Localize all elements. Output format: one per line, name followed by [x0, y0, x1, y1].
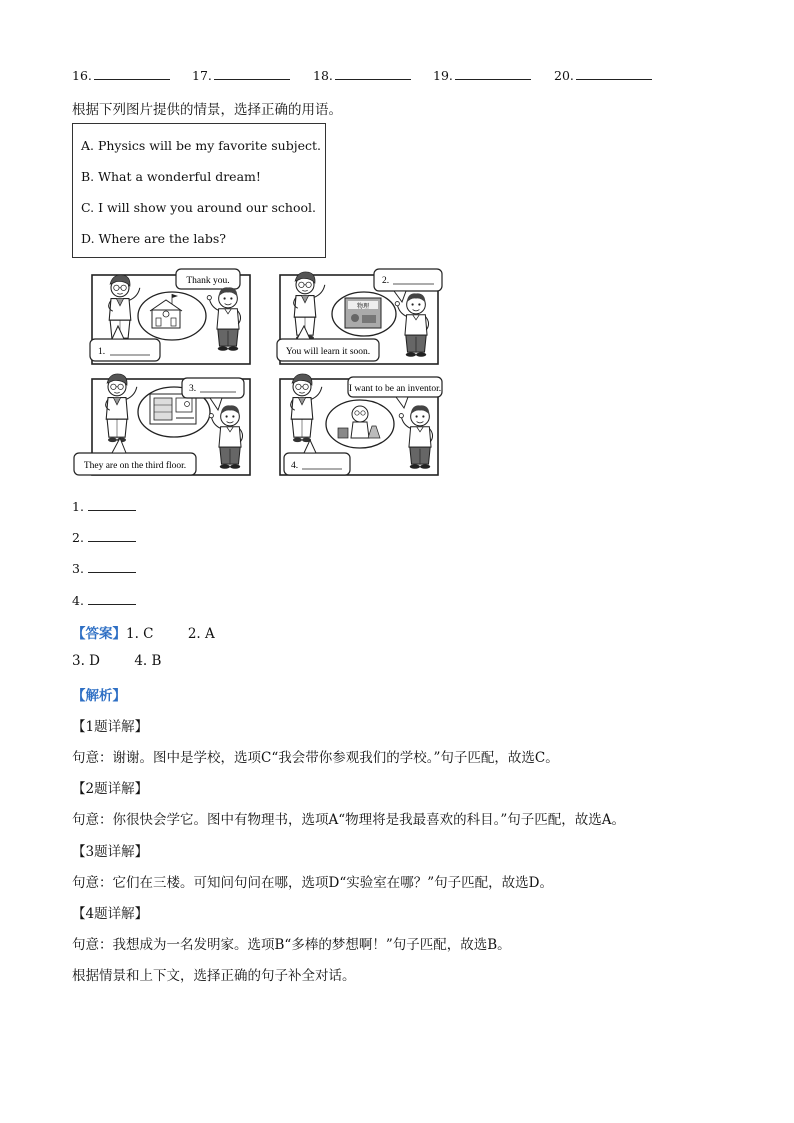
option-b: B. What a wonderful dream! [81, 169, 261, 184]
panel-2-bottom-bubble: You will learn it soon. [285, 347, 371, 357]
answer-blank-4[interactable]: 4. [72, 592, 136, 608]
answer-label: 【答案】 [72, 626, 126, 642]
blank-16[interactable]: 16. [72, 66, 170, 83]
panel-3-bottom-bubble: They are on the third floor. [83, 461, 187, 471]
panel-2-top-bubble: 2. [382, 276, 390, 286]
blank-17[interactable]: 17. [192, 66, 290, 83]
option-a: A. Physics will be my favorite subject. [81, 138, 321, 153]
option-c: C. I will show you around our school. [81, 200, 316, 215]
panel-1-bottom-bubble: 1. [98, 347, 106, 357]
detail-3-label: 【3题详解】 [72, 844, 149, 860]
panel-2 [277, 269, 442, 364]
final-instruction: 根据情景和上下文，选择正确的句子补全对话。 [72, 968, 356, 984]
analysis-label: 【解析】 [72, 688, 126, 704]
detail-1-label: 【1题详解】 [72, 719, 149, 735]
blank-18[interactable]: 18. [313, 66, 411, 83]
detail-2-text: 句意：你很快会学它。图中有物理书，选项A“物理将是我最喜欢的科目。”句子匹配，故选A。 [72, 812, 626, 828]
answer-blank-1[interactable]: 1. [72, 498, 136, 514]
answer-line-2: 3. D 4. B [72, 653, 162, 669]
physics-book-icon [345, 298, 381, 328]
detail-4-label: 【4题详解】 [72, 906, 149, 922]
instruction: 根据下列图片提供的情景，选择正确的用语。 [72, 102, 342, 118]
answer-line-1: 【答案】1. C 2. A [72, 626, 215, 642]
options-box [72, 123, 326, 258]
svg-text:物理: 物理 [356, 303, 370, 310]
detail-3-text: 句意：它们在三楼。可知问句问在哪，选项D“实验室在哪？”句子匹配，故选D。 [72, 875, 553, 891]
answer-blank-3[interactable]: 3. [72, 560, 136, 576]
panel-1-top-bubble: Thank you. [186, 276, 230, 286]
blank-19[interactable]: 19. [433, 66, 531, 83]
panel-3 [74, 374, 250, 475]
detail-1-text: 句意：谢谢。图中是学校，选项C“我会带你参观我们的学校。”句子匹配，故选C。 [72, 750, 559, 766]
panel-4 [280, 374, 442, 475]
answer-blank-2[interactable]: 2. [72, 529, 136, 545]
option-d: D. Where are the labs? [81, 231, 226, 246]
detail-4-text: 句意：我想成为一名发明家。选项B“多棒的梦想啊！”句子匹配，故选B。 [72, 937, 511, 953]
answer-blanks-16-20 [72, 66, 672, 86]
panel-4-bottom-bubble: 4. [291, 461, 299, 471]
blank-20[interactable]: 20. [554, 66, 652, 83]
comic-panels [72, 266, 452, 482]
detail-2-label: 【2题详解】 [72, 781, 149, 797]
panel-4-top-bubble: I want to be an inventor. [348, 384, 442, 394]
panel-3-top-bubble: 3. [189, 384, 197, 394]
panel-1 [90, 269, 250, 364]
